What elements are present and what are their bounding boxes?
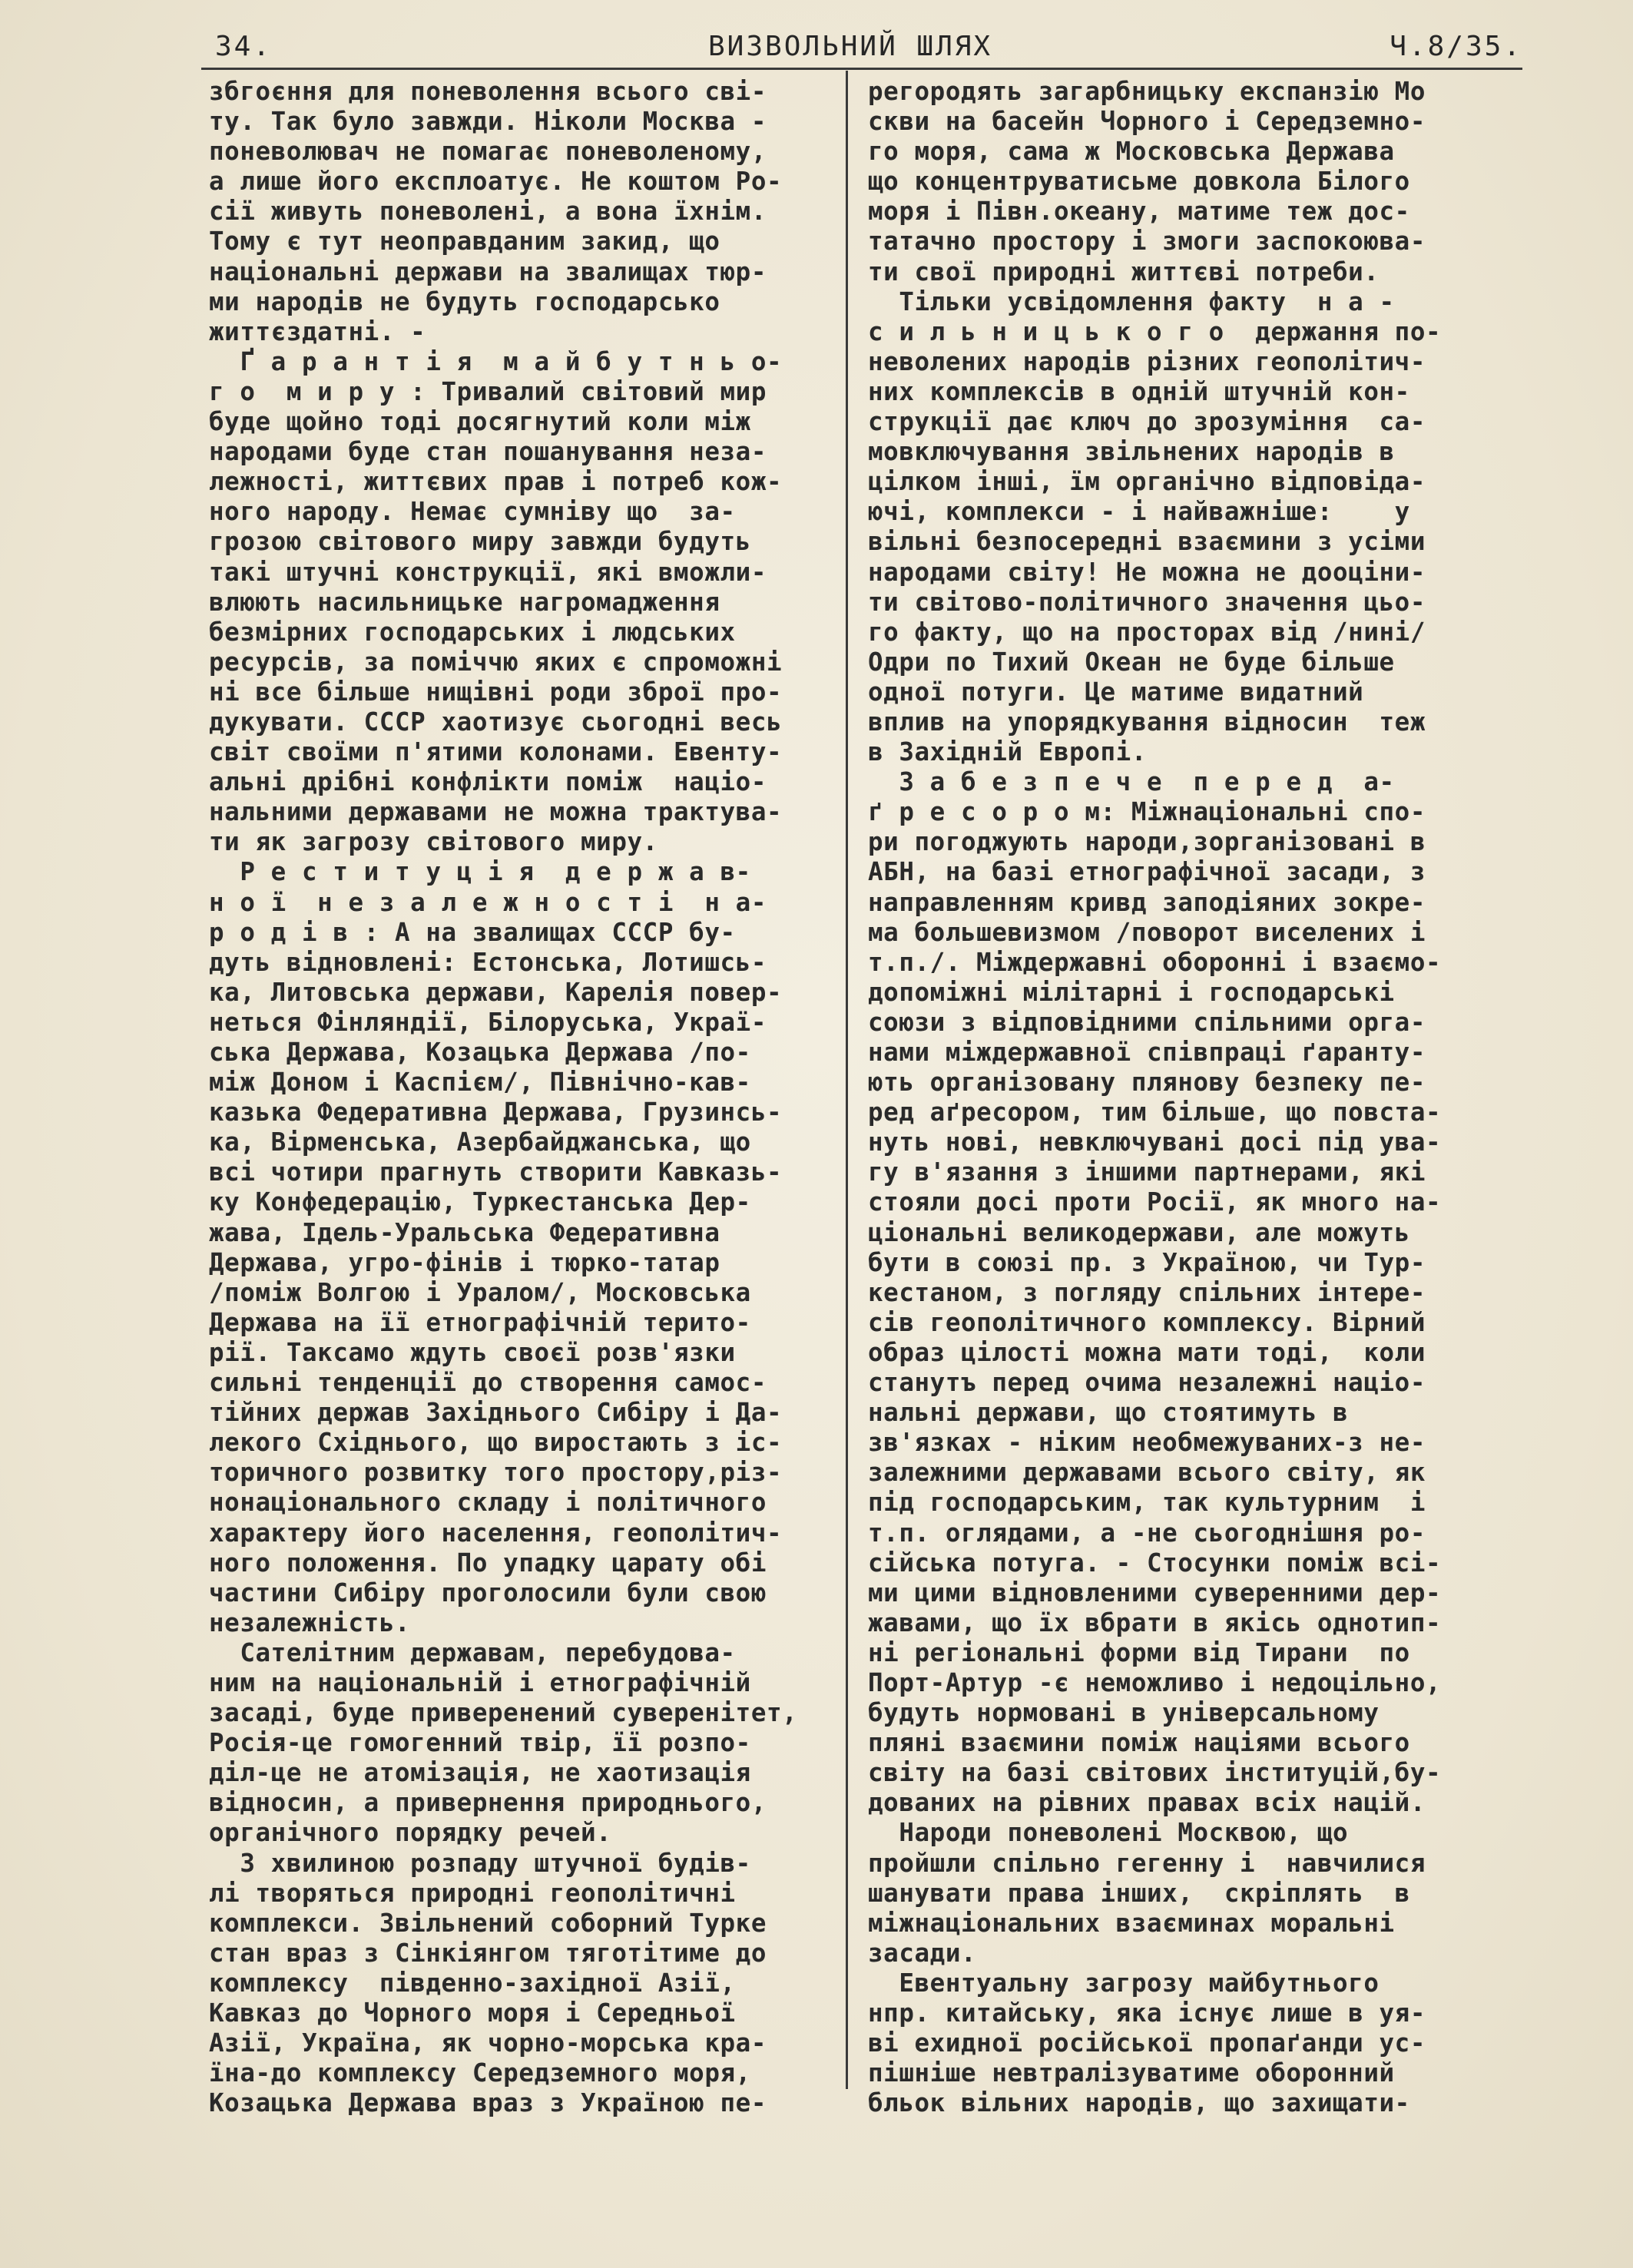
text-line: ку Конфедерацію, Туркестанська Дер- (209, 1187, 751, 1217)
text-line: ного положення. По упадку царату обі (209, 1548, 767, 1578)
text-line: пішніше невтралізуватиме оборонний (868, 2058, 1395, 2088)
text-line: народами буде стан пошанування неза- (209, 437, 767, 467)
text-line: торичного розвитку того простору,різ- (209, 1458, 783, 1488)
text-line: допоміжні мілітарні і господарські (868, 977, 1395, 1007)
text-line: Порт-Артур -є неможливо і недоцільно, (868, 1667, 1442, 1697)
text-line: с и л ь н и ц ь к о г о держання по- (868, 316, 1442, 346)
text-line: лежності, життєвих прав і потреб кож- (209, 467, 783, 497)
text-line: одної потуги. Це матиме видатний (868, 677, 1364, 707)
text-line: життєздатні. - (209, 316, 426, 346)
text-line: будуть нормовані в універсальному (868, 1698, 1380, 1728)
text-line: р о д і в : А на звалищах СССР бу- (209, 917, 736, 947)
text-line: діл-це не атомізація, не хаотизація (209, 1758, 751, 1788)
text-line: ти світово-політичного значення цьо- (868, 587, 1426, 617)
text-line: комплекси. Звільнений соборний Турке (209, 1908, 767, 1938)
text-line: ми народів не будуть господарсько (209, 286, 720, 316)
left-column (209, 77, 797, 2118)
text-line: такі штучні конструкції, які вможли- (209, 557, 767, 587)
text-line: моря і Півн.океану, матиме теж дос- (868, 197, 1410, 227)
text-line: лекого Східнього, що виростають з іс- (209, 1428, 783, 1458)
text-line: світу на базі світових інституцій,бу- (868, 1758, 1442, 1788)
text-line: казька Федеративна Держава, Грузинсь- (209, 1098, 783, 1127)
text-line: Ґ а р а н т і я м а й б у т н ь о- (209, 346, 783, 376)
running-header (201, 31, 1522, 68)
text-line: засади. (868, 1938, 977, 1968)
text-line: гу в'язання з іншими партнерами, які (868, 1157, 1426, 1187)
text-line: буде щойно тоді досягнутий коли між (209, 407, 751, 437)
text-line: поневолювач не помагає поневоленому, (209, 137, 767, 167)
text-line: ним на національній і етнографічній (209, 1667, 751, 1697)
text-line: залежними державами всього світу, як (868, 1458, 1426, 1488)
header-rule (201, 68, 1522, 70)
text-line: ма большевизмом /поворот виселених і (868, 917, 1426, 947)
text-line: союзи з відповідними спільними орга- (868, 1007, 1426, 1037)
text-line: ґ р е с о р о м: Міжнаціональні спо- (868, 797, 1426, 827)
text-line: ні регіональні форми від Тирани по (868, 1637, 1410, 1667)
text-line: зв'язках - ніким необмежуваних-з не- (868, 1428, 1426, 1458)
text-line: нальними державами не можна трактува- (209, 797, 783, 827)
text-line: дукувати. СССР хаотизує сьогодні весь (209, 707, 783, 737)
text-line: в Західній Европі. (868, 737, 1147, 767)
text-line: кестаном, з погляду спільних інтере- (868, 1277, 1426, 1307)
text-line: що концентруватисьме довкола Білого (868, 167, 1410, 197)
text-line: /поміж Волгою і Уралом/, Московська (209, 1277, 751, 1307)
text-line: ного народу. Немає сумніву що за- (209, 497, 736, 527)
text-line: мовключування звільнених народів в (868, 437, 1395, 467)
text-line: грозою світового миру завжди будуть (209, 527, 751, 557)
text-line: Кавказ до Чорного моря і Середньої (209, 1998, 736, 2028)
text-line: ючі, комплекси - і найважніше: у (868, 497, 1410, 527)
text-line: го факту, що на просторах від /нині/ (868, 617, 1426, 647)
text-line: засаді, буде приверенений суверенітет, (209, 1698, 798, 1728)
journal-title: ВИЗВОЛЬНИЙ ШЛЯХ (708, 31, 993, 62)
text-line: Народи поневолені Москвою, що (868, 1818, 1349, 1848)
text-line: Держава, угро-фінів і тюрко-татар (209, 1247, 720, 1277)
text-line: частини Сибіру проголосили були свою (209, 1578, 767, 1607)
text-line: між Доном і Каспієм/, Північно-кав- (209, 1068, 751, 1098)
text-line: збгоєння для поневолення всього сві- (209, 77, 767, 106)
text-line: ціональні великодержави, але можуть (868, 1217, 1410, 1247)
text-line: під господарським, так культурним і (868, 1488, 1426, 1518)
text-line: станутъ перед очима незалежні націо- (868, 1368, 1426, 1398)
text-line: лі творяться природні геополітичні (209, 1878, 736, 1908)
text-line: національні держави на звалищах тюр- (209, 257, 767, 286)
text-line: го моря, сама ж Московська Держава (868, 137, 1395, 167)
text-line: З а б е з п е ч е п е р е д а- (868, 767, 1395, 797)
text-line: них комплексів в одній штучній кон- (868, 376, 1410, 406)
text-line: безмірних господарських і людських (209, 617, 736, 647)
text-line: незалежність. (209, 1607, 411, 1637)
text-line: ська Держава, Козацька Держава /по- (209, 1038, 751, 1067)
text-line: ють організовану плянову безпеку пе- (868, 1068, 1426, 1098)
text-line: а лише його експлоатує. Не коштом Ро- (209, 167, 783, 197)
text-line: сильні тенденції до створення самос- (209, 1368, 767, 1398)
text-line: нпр. китайську, яка існує лише в уя- (868, 1998, 1426, 2028)
text-line: Тільки усвідомлення факту н а - (868, 286, 1395, 316)
text-line: нонаціонального складу і політичного (209, 1488, 767, 1518)
text-line: Держава на її етнографічній терито- (209, 1307, 751, 1337)
text-line: образ цілості можна мати тоді, коли (868, 1337, 1426, 1367)
text-line: Евентуальну загрозу майбутнього (868, 1968, 1380, 1998)
text-line: вільні безпосередні взаємини з усіми (868, 527, 1426, 557)
text-line: Р е с т и т у ц і я д е р ж а в- (209, 857, 751, 887)
text-line: г о м и р у : Тривалий світовий мир (209, 376, 767, 406)
text-line: міжнаціональних взаєминах моральні (868, 1908, 1395, 1938)
text-line: народами світу! Не можна не дооціни- (868, 557, 1426, 587)
issue-number: Ч.8/35. (1390, 31, 1522, 62)
text-line: нальні держави, що стоятимуть в (868, 1398, 1349, 1428)
text-line: Азії, Україна, як чорно-морська кра- (209, 2028, 767, 2058)
text-line: т.п./. Міждержавні оборонні і взаємо- (868, 947, 1442, 977)
text-line: бльок вільних народів, що захищати- (868, 2088, 1410, 2118)
right-column (868, 77, 1441, 2118)
text-line: тійних держав Західнього Сибіру і Да- (209, 1398, 783, 1428)
text-line: ред аґресором, тим більше, що повста- (868, 1098, 1442, 1127)
column-divider (846, 71, 848, 2089)
text-line: їна-до комплексу Середземного моря, (209, 2058, 751, 2088)
text-line: скви на басейн Чорного і Середземно- (868, 107, 1426, 137)
text-line: татачно простору і змоги заспокоюва- (868, 227, 1426, 257)
text-line: пройшли спільно гегенну і навчилися (868, 1848, 1426, 1878)
text-line: Козацька Держава враз з Україною пе- (209, 2088, 767, 2118)
text-line: Тому є тут неоправданим закид, що (209, 227, 720, 257)
text-line: органічного порядку речей. (209, 1818, 612, 1848)
text-line: ні все більше нищівні роди зброї про- (209, 677, 783, 707)
text-line: ри погоджують народи,зорганізовані в (868, 827, 1426, 857)
text-line: влюють насильницьке нагромадження (209, 587, 720, 617)
text-line: АБН, на базі етнографічної засади, з (868, 857, 1426, 887)
text-line: Сателітним державам, перебудова- (209, 1637, 736, 1667)
text-line: жава, Ідель-Уральська Федеративна (209, 1217, 720, 1247)
text-line: всі чотири прагнуть створити Кавказь- (209, 1157, 783, 1187)
text-line: комплексу південно-західної Азії, (209, 1968, 736, 1998)
text-line: шанувати права інших, скріплять в (868, 1878, 1410, 1908)
text-line: ми цими відновленими суверенними дер- (868, 1578, 1442, 1607)
text-line: дуть відновлені: Естонська, Лотишсь- (209, 947, 767, 977)
text-line: вплив на упорядкування відносин теж (868, 707, 1426, 737)
text-line: ка, Вірменська, Азербайджанська, що (209, 1127, 751, 1157)
text-line: дованих на рівних правах всіх націй. (868, 1788, 1426, 1818)
text-line: Одри по Тихий Океан не буде більше (868, 647, 1395, 677)
page-number: 34. (215, 31, 273, 62)
text-line: ві ехидної російської пропаґанди ус- (868, 2028, 1426, 2058)
text-line: н о ї н е з а л е ж н о с т і н а- (209, 887, 767, 917)
text-line: неволених народів різних геополітич- (868, 346, 1426, 376)
text-line: сійська потуга. - Стосунки поміж всі- (868, 1548, 1442, 1578)
text-line: цілком інші, їм органічно відповіда- (868, 467, 1426, 497)
text-line: сії живуть поневолені, а вона їхнім. (209, 197, 767, 227)
text-line: світ своїми п'ятими колонами. Евенту- (209, 737, 783, 767)
text-line: З хвилиною розпаду штучної будів- (209, 1848, 751, 1878)
text-line: струкції дає ключ до зрозуміння са- (868, 407, 1426, 437)
text-line: Росія-це гомогенний твір, її розпо- (209, 1728, 751, 1758)
text-line: ти як загрозу світового миру. (209, 827, 658, 857)
text-line: стан враз з Сінкіянгом тяготітиме до (209, 1938, 767, 1968)
text-line: жавами, що їх вбрати в якісь однотип- (868, 1607, 1442, 1637)
text-line: ти свої природні життєві потреби. (868, 257, 1380, 286)
text-line: пляні взаємини поміж націями всього (868, 1728, 1410, 1758)
text-line: альні дрібні конфлікти поміж націо- (209, 767, 767, 797)
text-line: характеру його населення, геополітич- (209, 1518, 783, 1548)
text-line: ту. Так було завжди. Ніколи Москва - (209, 107, 767, 137)
text-line: неться Фінляндії, Білоруська, Украї- (209, 1007, 767, 1037)
text-line: сів геополітичного комплексу. Вірний (868, 1307, 1426, 1337)
text-line: рії. Таксамо ждуть своєї розв'язки (209, 1337, 736, 1367)
text-line: направленням кривд заподіяних зокре- (868, 887, 1426, 917)
text-line: бути в союзі пр. з Україною, чи Тур- (868, 1247, 1426, 1277)
text-line: ресурсів, за поміччю яких є спроможні (209, 647, 783, 677)
text-line: нами міждержавної співпраці ґаранту- (868, 1038, 1426, 1067)
text-line: ка, Литовська держави, Карелія повер- (209, 977, 783, 1007)
text-line: регородять загарбницьку експанзію Мо (868, 77, 1426, 106)
text-line: нуть нові, невключувані досі під ува- (868, 1127, 1442, 1157)
text-line: відносин, а привернення природнього, (209, 1788, 767, 1818)
text-line: т.п. оглядами, а -не сьогоднішня ро- (868, 1518, 1426, 1548)
text-line: стояли досі проти Росії, як много на- (868, 1187, 1442, 1217)
